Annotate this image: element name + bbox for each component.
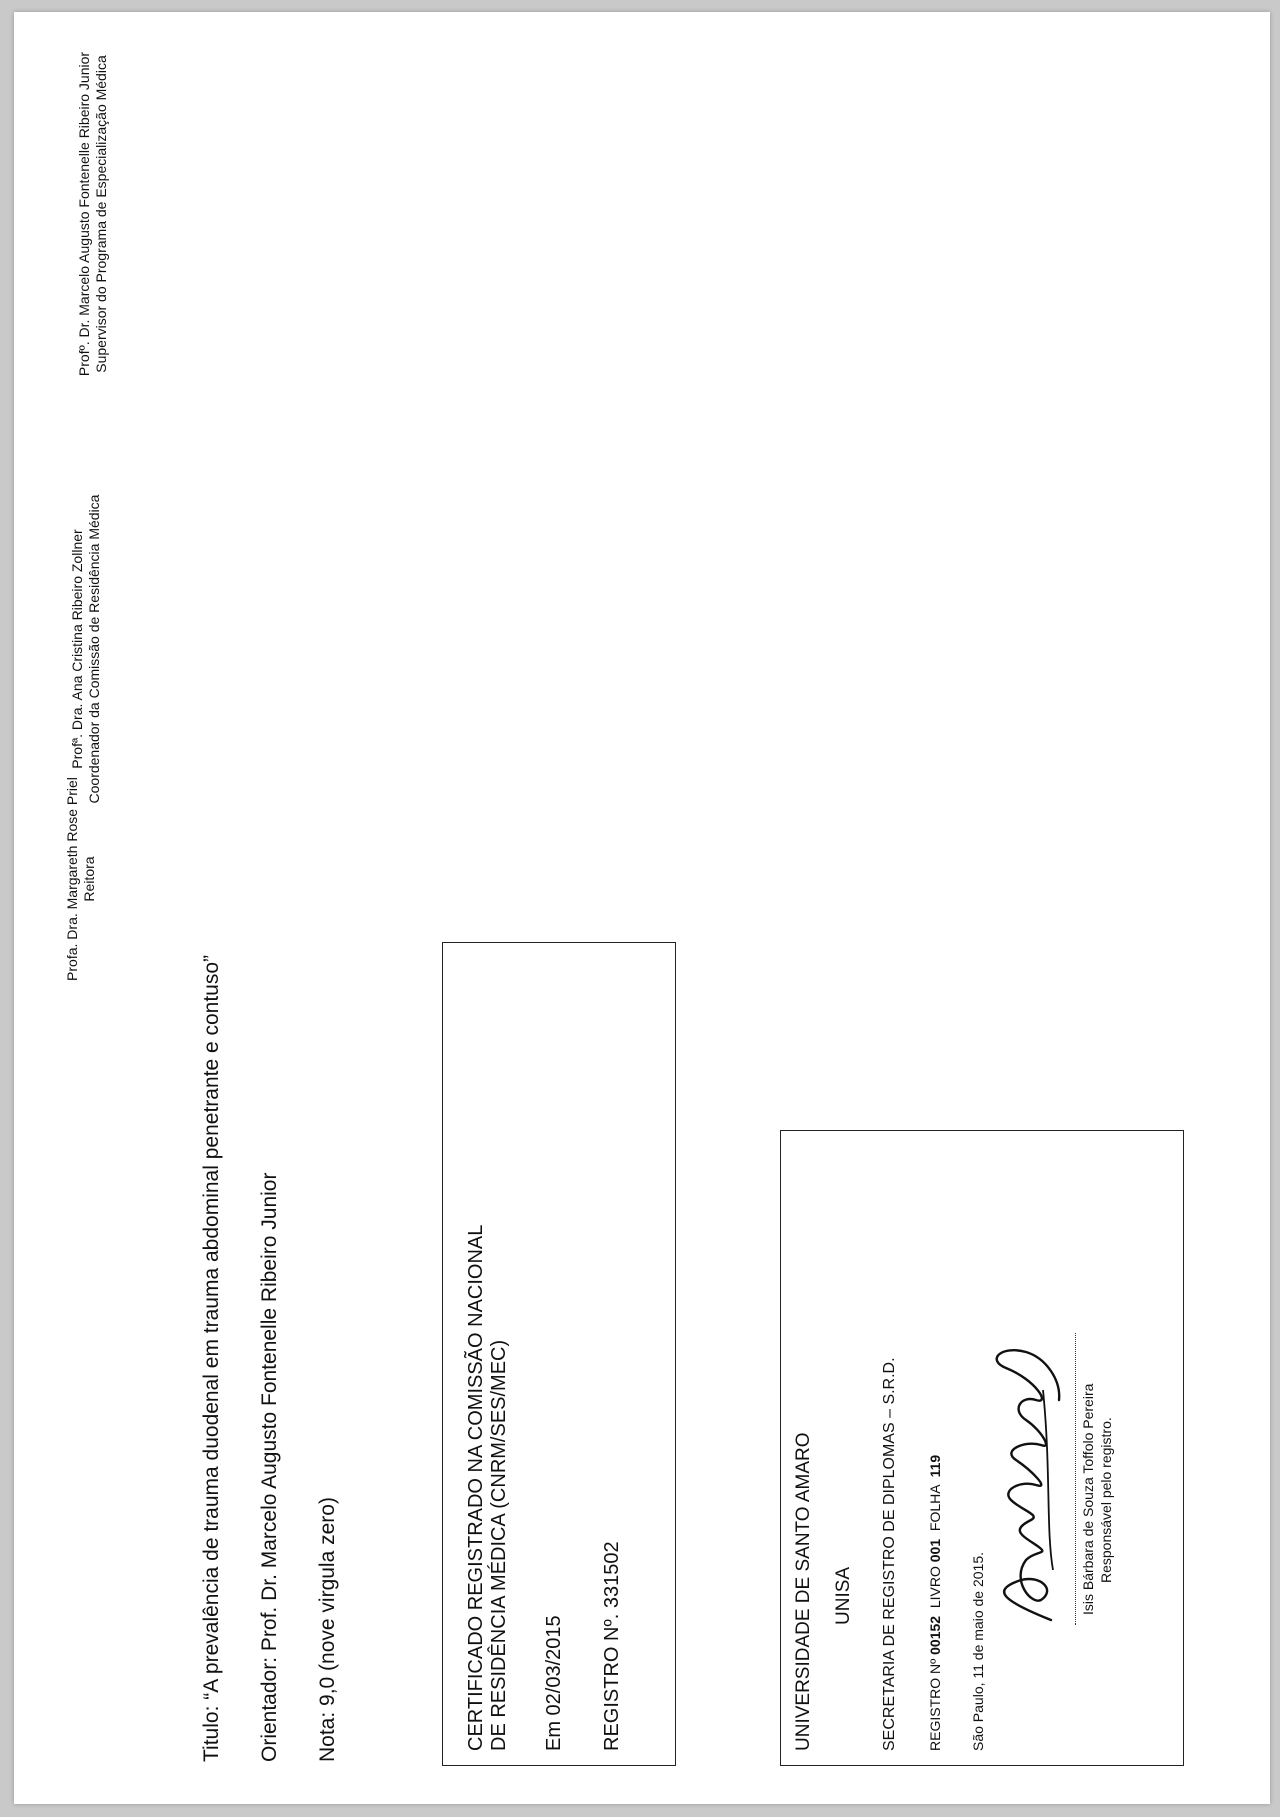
registro-line: [927, 1455, 943, 1751]
thesis-grade: Nota: 9,0 (nove virgula zero): [316, 1497, 339, 1762]
certificate-line-1: CERTIFICADO REGISTRADO NA COMISSÃO NACIONAL: [465, 1224, 487, 1751]
university-name: UNIVERSIDADE DE SANTO AMARO: [793, 1432, 814, 1751]
supervisor-role: Supervisor do Programa de Especialização Médica: [93, 55, 109, 373]
signature-dotted-line: [1075, 1333, 1076, 1625]
unisa-registration-box: [780, 1130, 1184, 1766]
university-acronym: UNISA: [833, 1566, 854, 1625]
certificate-line-2: DE RESIDÊNCIA MÉDICA (CNRM/SES/MEC): [488, 1339, 510, 1751]
signature-coordenador: [69, 429, 103, 869]
handwritten-signature: [981, 1330, 1071, 1630]
secretaria-line: SECRETARIA DE REGISTRO DE DIPLOMAS – S.R.D.: [881, 1357, 898, 1751]
rotated-page-content: [14, 12, 1270, 1804]
supervisor-name: Profº. Dr. Marcelo Augusto Fontenelle Ribeiro Junior: [76, 51, 92, 377]
thesis-title: Titulo: “A prevalência de trauma duodenal em trauma abdominal penetrante e contuso”: [200, 954, 223, 1762]
folha-number: 119: [927, 1454, 943, 1478]
thesis-advisor: Orientador: Prof. Dr. Marcelo Augusto Fontenelle Ribeiro Junior: [258, 1172, 281, 1762]
signature-supervisor: [76, 14, 110, 414]
folha-prefix: FOLHA: [927, 1485, 943, 1532]
certificate-date: Em 02/03/2015: [543, 1615, 565, 1751]
signer-role: Responsável pelo registro.: [1098, 1417, 1114, 1583]
reitora-role: Reitora: [81, 856, 97, 902]
coordenador-role: Coordenador da Comissão de Residência Médica: [86, 494, 102, 804]
registro-prefix: REGISTRO Nº: [927, 1658, 943, 1751]
reitora-name: Profa. Dra. Margareth Rose Priel: [64, 777, 80, 981]
document-sheet: [14, 12, 1270, 1804]
livro-prefix: LIVRO: [927, 1566, 943, 1609]
place-date: São Paulo, 11 de maio de 2015.: [970, 1551, 986, 1751]
livro-number: 001: [927, 1538, 943, 1563]
signer-name: Isis Bárbara de Souza Toffolo Pereira: [1080, 1383, 1096, 1615]
coordenador-name: Profª. Dra. Ana Cristina Ribeiro Zollner: [69, 529, 85, 769]
certificate-box: [442, 942, 676, 1766]
certificate-registro: REGISTRO Nº. 331502: [601, 1541, 623, 1751]
registro-number: 00152: [927, 1615, 943, 1655]
